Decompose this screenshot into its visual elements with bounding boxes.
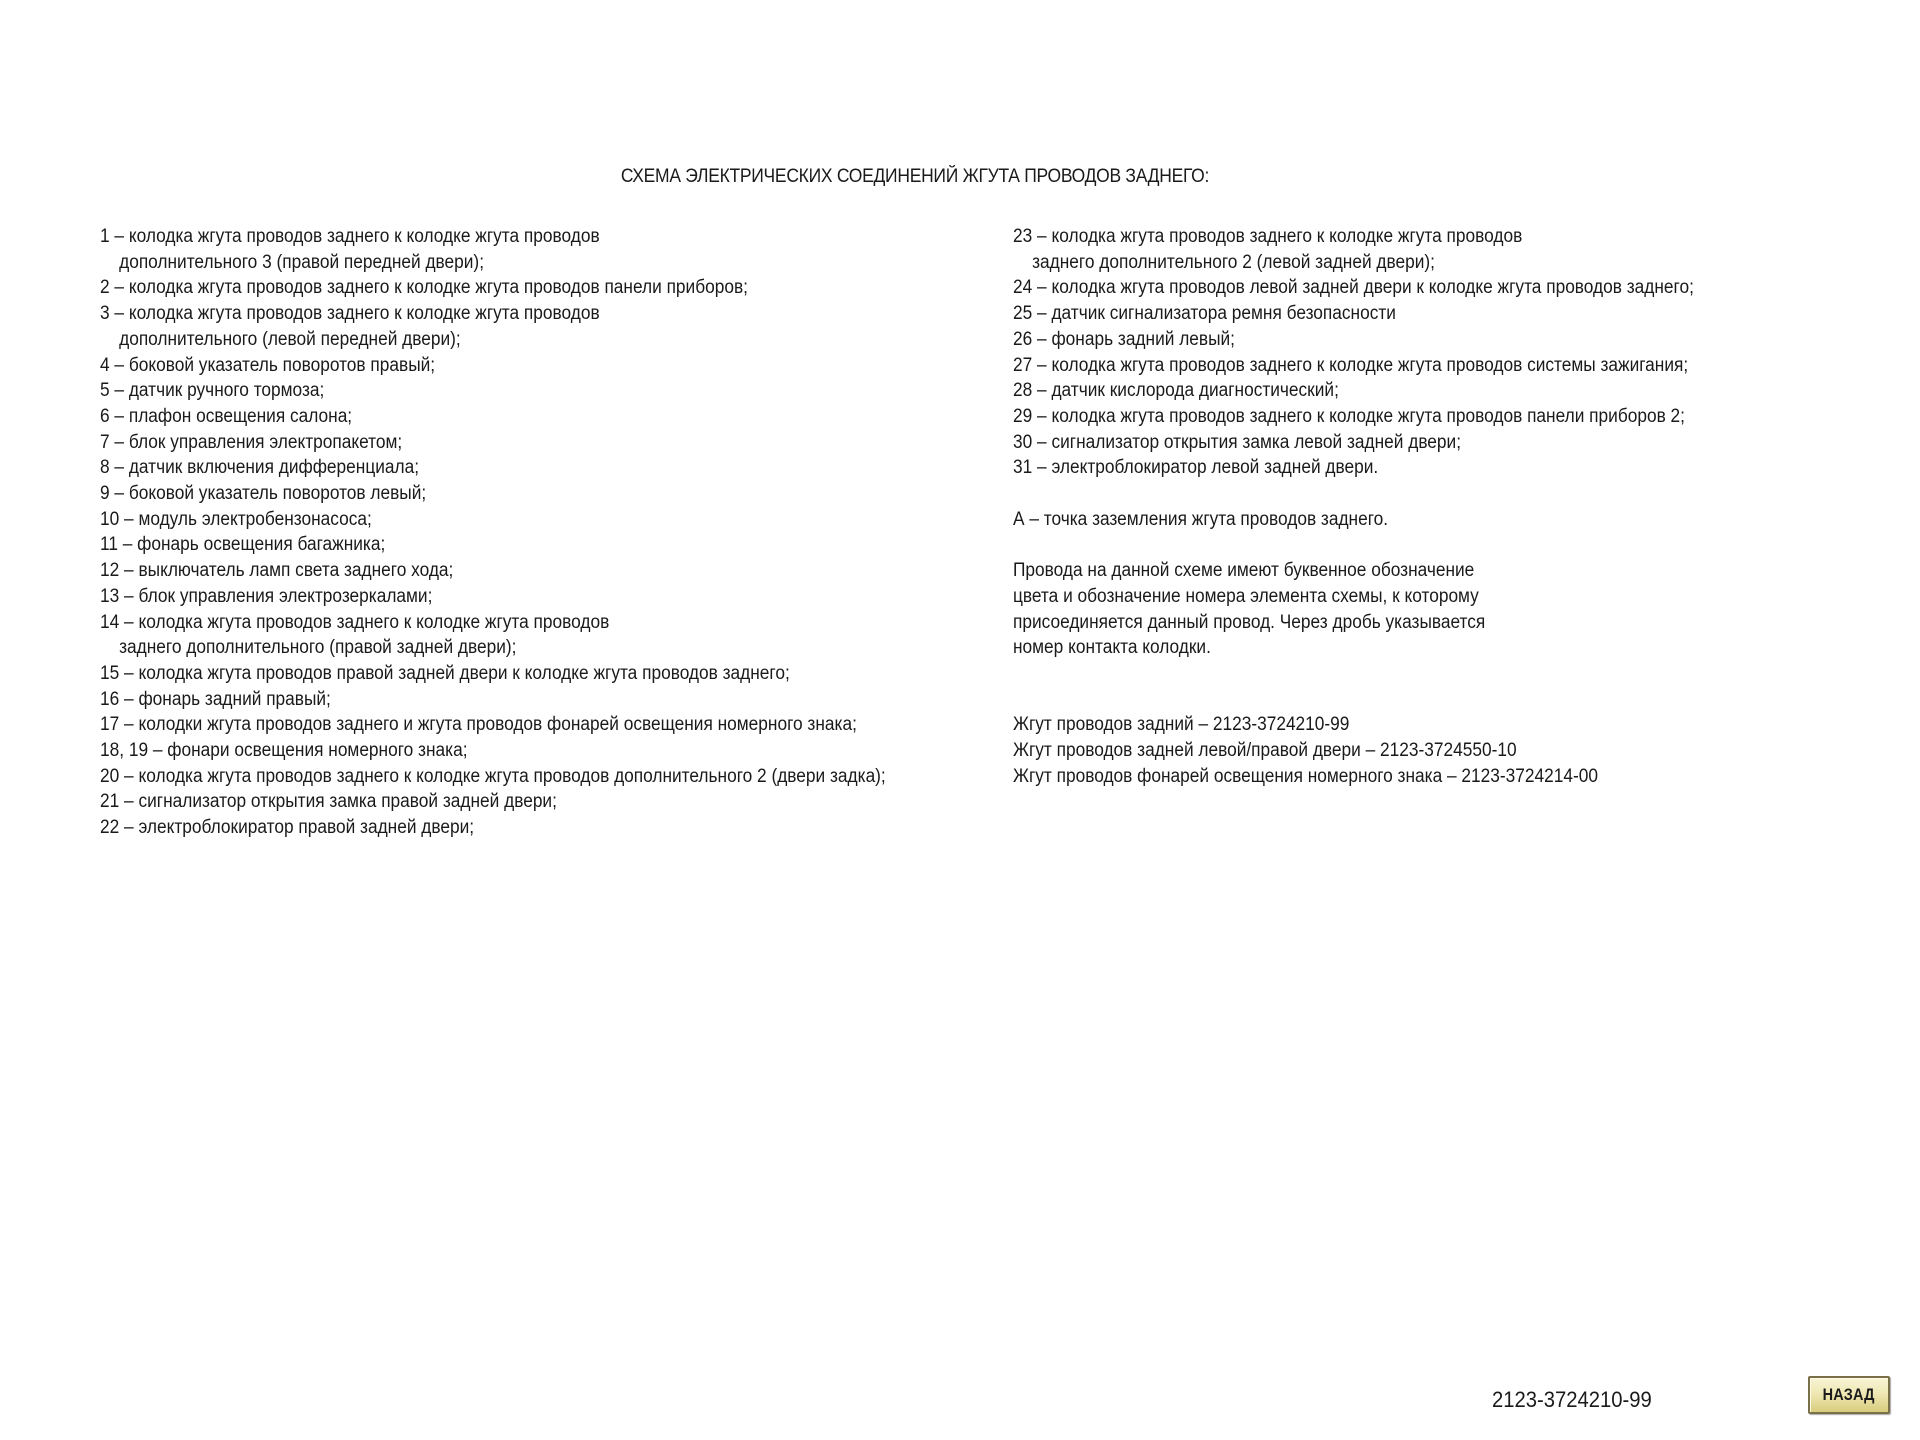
legend-item: 29 – колодка жгута проводов заднего к колодке жгута проводов панели приборов 2; [1013, 405, 1685, 427]
legend-item: 31 – электроблокиратор левой задней двери. [1013, 457, 1379, 479]
legend-right-column [1013, 224, 1833, 789]
legend-item: 13 – блок управления электрозеркалами; [100, 585, 433, 607]
legend-item: 8 – датчик включения дифференциала; [100, 457, 420, 479]
legend-item: 26 – фонарь задний левый; [1013, 328, 1235, 350]
note-line: цвета и обозначение номера элемента схемы, к которому [1013, 585, 1479, 607]
harness-part-numbers [1013, 712, 1833, 789]
legend-item: 21 – сигнализатор открытия замка правой задней двери; [100, 791, 557, 813]
legend-item: 23 – колодка жгута проводов заднего к колодке жгута проводов [1013, 226, 1523, 247]
legend-item-continuation: дополнительного (левой передней двери); [119, 328, 461, 350]
part-number-line: Жгут проводов задней левой/правой двери – 2123-3724550-10 [1013, 740, 1517, 762]
legend-item-continuation: заднего дополнительного (правой задней двери); [119, 637, 517, 659]
wire-notation-note [1013, 558, 1833, 661]
legend-item: 11 – фонарь освещения багажника; [100, 534, 386, 556]
legend-item: 4 – боковой указатель поворотов правый; [100, 354, 436, 376]
part-number-line: Жгут проводов задний – 2123-3724210-99 [1013, 714, 1350, 736]
legend-item: 3 – колодка жгута проводов заднего к колодке жгута проводов [100, 303, 600, 325]
legend-item: 28 – датчик кислорода диагностический; [1013, 380, 1339, 402]
legend-item: 2 – колодка жгута проводов заднего к колодке жгута проводов панели приборов; [100, 277, 748, 299]
legend-item-continuation: заднего дополнительного 2 (левой задней двери); [1032, 251, 1435, 273]
note-line: номер контакта колодки. [1013, 637, 1211, 659]
legend-item: 9 – боковой указатель поворотов левый; [100, 483, 427, 505]
part-number-line: Жгут проводов фонарей освещения номерного знака – 2123-3724214-00 [1013, 765, 1598, 787]
legend-item: 20 – колодка жгута проводов заднего к колодке жгута проводов дополнительного 2 (двери задка); [100, 765, 886, 787]
legend-item: 14 – колодка жгута проводов заднего к колодке жгута проводов [100, 611, 610, 633]
note-line: Провода на данной схеме имеют буквенное обозначение [1013, 560, 1475, 582]
legend-item: 12 – выключатель ламп света заднего хода; [100, 560, 454, 582]
legend-item: 25 – датчик сигнализатора ремня безопасности [1013, 303, 1396, 325]
legend-item: 22 – электроблокиратор правой задней двери; [100, 817, 475, 839]
ground-point-note: А – точка заземления жгута проводов заднего. [1013, 508, 1389, 530]
note-line: присоединяется данный провод. Через дробь указывается [1013, 611, 1486, 633]
legend-item: 6 – плафон освещения салона; [100, 405, 353, 427]
back-button-label: НАЗАД [1822, 1385, 1876, 1404]
legend-item-continuation: дополнительного 3 (правой передней двери); [119, 251, 485, 273]
footer-part-code: 2123-3724210-99 [1492, 1387, 1652, 1412]
legend-item: 24 – колодка жгута проводов левой задней двери к колодке жгута проводов заднего; [1013, 277, 1694, 299]
legend-item: 15 – колодка жгута проводов правой задней двери к колодке жгута проводов заднего; [100, 662, 790, 684]
legend-item: 17 – колодки жгута проводов заднего и жгута проводов фонарей освещения номерного знака; [100, 714, 857, 736]
legend-left-column [100, 224, 980, 841]
legend-item: 27 – колодка жгута проводов заднего к колодке жгута проводов системы зажигания; [1013, 354, 1689, 376]
legend-item: 1 – колодка жгута проводов заднего к колодке жгута проводов [100, 226, 600, 247]
legend-item: 7 – блок управления электропакетом; [100, 431, 403, 453]
back-button[interactable] [1808, 1376, 1890, 1414]
legend-item: 16 – фонарь задний правый; [100, 688, 331, 710]
legend-item: 10 – модуль электробензонасоса; [100, 508, 372, 530]
legend-item: 18, 19 – фонари освещения номерного знака; [100, 740, 468, 762]
page-title: СХЕМА ЭЛЕКТРИЧЕСКИХ СОЕДИНЕНИЙ ЖГУТА ПРОВОДОВ ЗАДНЕГО: [620, 166, 1210, 187]
legend-item: 30 – сигнализатор открытия замка левой задней двери; [1013, 431, 1462, 453]
legend-item: 5 – датчик ручного тормоза; [100, 380, 325, 402]
